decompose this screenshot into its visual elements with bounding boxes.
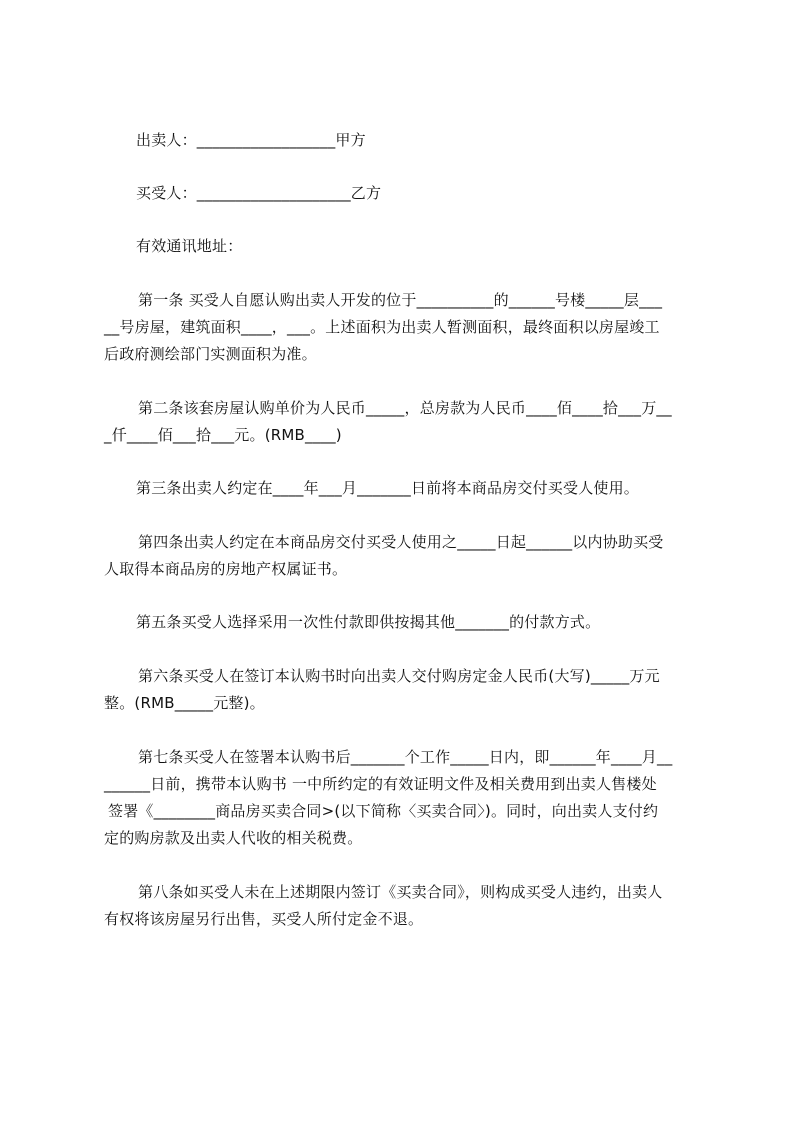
article-6-line-2: 整。(RMB_____元整)。: [104, 694, 265, 712]
article-8-line-1: 第八条如买受人未在上述期限内签订《买卖合同》，则构成买受人违约，出卖人: [138, 883, 663, 901]
article-1-line-3: 后政府测绘部门实测面积为准。: [104, 345, 317, 363]
address-line: 有效通讯地址：: [136, 237, 243, 255]
seller-line: 出卖人：__________________甲方: [136, 131, 366, 149]
article-7-line-1: 第七条买受人在签署本认购书后_______个工作_____日内，即______年____月__: [138, 748, 673, 766]
article-7-line-2: ______日前，携带本认购书 一中所约定的有效证明文件及相关费用到出卖人售楼处: [104, 775, 657, 793]
article-6-line-1: 第六条买受人在签订本认购书时向出卖人交付购房定金人民币(大写)_____万元: [138, 667, 660, 685]
article-5-line-1: 第五条买受人选择采用一次性付款即供按揭其他_______的付款方式。: [136, 613, 601, 631]
article-2-line-1: 第二条该套房屋认购单价为人民币_____，总房款为人民币____佰____拾___万__: [138, 399, 672, 417]
buyer-line: 买受人：____________________乙方: [136, 184, 382, 202]
article-2-line-2: _仟____佰___拾___元。(RMB____): [104, 426, 342, 444]
article-7-line-3: 签署《________商品房买卖合同>(以下简称〈买卖合同〉)。同时，向出卖人支付约: [108, 802, 659, 820]
article-7-line-4: 定的购房款及出卖人代收的相关税费。: [104, 829, 363, 847]
article-1-line-1: 第一条 买受人自愿认购出卖人开发的位于__________的______号楼_____层___: [138, 291, 663, 309]
article-4-line-2: 人取得本商品房的房地产权属证书。: [104, 560, 348, 578]
article-4-line-1: 第四条出卖人约定在本商品房交付买受人使用之_____日起______以内协助买受: [138, 533, 664, 551]
article-8-line-2: 有权将该房屋另行出售，买受人所付定金不退。: [104, 910, 424, 928]
article-1-line-2: __号房屋，建筑面积____，___。上述面积为出卖人暂测面积，最终面积以房屋竣工: [104, 318, 660, 336]
article-3-line-1: 第三条出卖人约定在____年___月_______日前将本商品房交付买受人使用。: [136, 479, 640, 497]
